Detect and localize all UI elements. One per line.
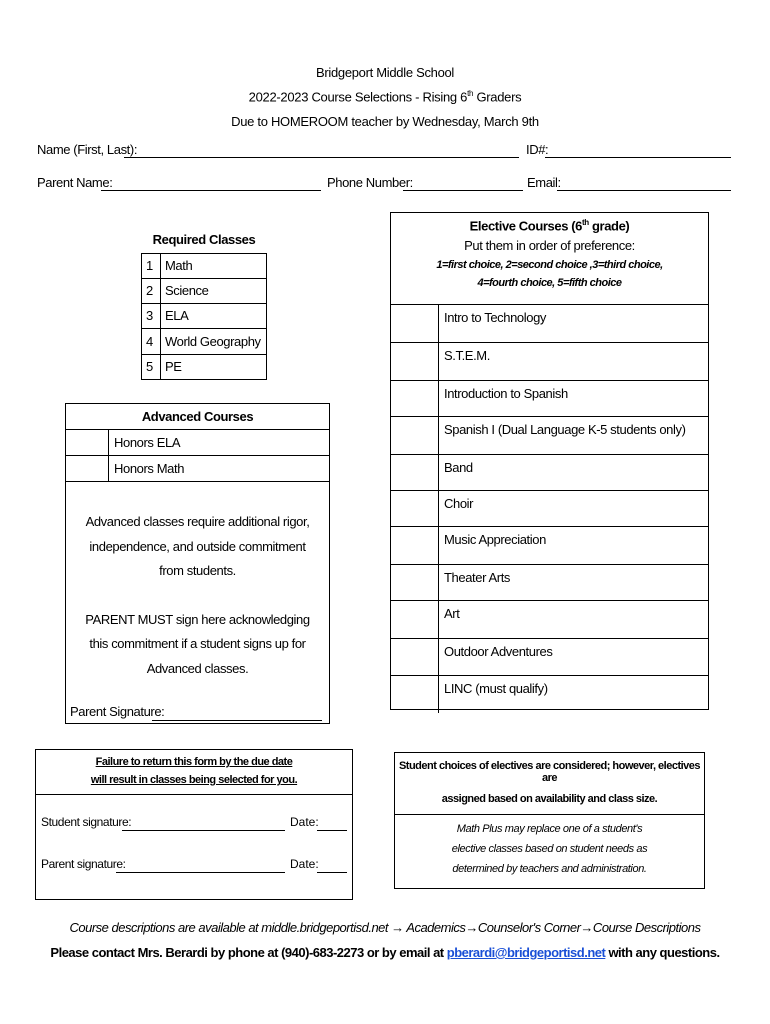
contact-text: Please contact Mrs. Berardi by phone at (940)-683-2273 or by email at [50, 945, 447, 960]
preference-rank-field[interactable] [391, 381, 439, 416]
failure-box [35, 749, 353, 900]
contact-text-end: with any questions. [605, 945, 720, 960]
required-classes-title: Required Classes [142, 227, 267, 253]
parent-date-label: Date: [290, 857, 319, 871]
advanced-courses-title: Advanced Courses [66, 404, 329, 430]
name-label: Name (First, Last): [37, 142, 138, 157]
course-selection-title: 2022-2023 Course Selections - Rising 6th Graders [248, 89, 522, 105]
choice-key-2: 4=fourth choice, 5=fifth choice [477, 277, 622, 290]
student-signature-field[interactable] [122, 830, 285, 831]
class-name: Science [161, 278, 267, 303]
preference-rank-field[interactable] [391, 639, 439, 675]
table-row [66, 456, 329, 482]
elective-name: Music Appreciation [444, 532, 546, 547]
table-row [142, 354, 267, 379]
preference-rank-field[interactable] [391, 455, 439, 490]
table-row [391, 343, 708, 381]
elective-name: Theater Arts [444, 570, 511, 585]
math-plus-note-3: determined by teachers and administration. [452, 863, 647, 875]
table-row [142, 303, 267, 328]
math-plus-note-1: Math Plus may replace one of a student's [456, 823, 643, 835]
elective-title: Elective Courses (6th grade) [469, 218, 630, 234]
elective-name: S.T.E.M. [444, 348, 490, 363]
course-descriptions-note: Course descriptions are available at middle.bridgeportisd.net → Academics→Counselor's Corner→Course Descriptions [69, 920, 701, 935]
contact-line [0, 945, 770, 960]
preference-rank-field[interactable] [391, 676, 439, 713]
name-field[interactable] [124, 157, 519, 158]
parent-signature-field[interactable] [152, 720, 322, 721]
elective-subtitle: Put them in order of preference: [464, 238, 635, 254]
choices-notice [395, 753, 704, 815]
school-name: Bridgeport Middle School [315, 65, 455, 80]
row-number: 1 [142, 253, 161, 278]
email-field[interactable] [557, 190, 731, 191]
preference-rank-field[interactable] [391, 305, 439, 342]
table-row [391, 381, 708, 417]
phone-field[interactable] [403, 190, 523, 191]
table-row [391, 417, 708, 455]
advanced-note: Advanced classes require additional rigor, independence, and outside commitment from students. [85, 514, 310, 578]
elective-choices-box [394, 752, 705, 889]
table-row [391, 565, 708, 601]
preference-rank-field[interactable] [391, 491, 439, 526]
preference-rank-field[interactable] [391, 343, 439, 380]
table-row [391, 639, 708, 676]
required-classes-table [141, 227, 267, 380]
table-row [142, 253, 267, 278]
parent-signature-field-2[interactable] [116, 872, 285, 873]
parent-signature-label-2: Parent signature: [41, 857, 126, 871]
parent-name-field[interactable] [101, 190, 321, 191]
honors-math-checkbox[interactable] [66, 456, 109, 481]
preference-rank-field[interactable] [391, 527, 439, 564]
parent-date-field[interactable] [317, 872, 347, 873]
failure-warning [36, 750, 352, 795]
course-name: Honors ELA [114, 435, 181, 450]
student-date-label: Date: [290, 815, 319, 829]
id-label: ID#: [526, 142, 549, 157]
failure-line-1: Failure to return this form by the due date [95, 756, 293, 768]
table-row [391, 527, 708, 565]
class-name: ELA [161, 303, 267, 328]
phone-label: Phone Number: [327, 175, 413, 190]
parent-must-sign-note: PARENT MUST sign here acknowledging this commitment if a student signs up for Advanced classes. [85, 611, 310, 676]
table-row [142, 328, 267, 354]
choices-line-2: assigned based on availability and class size. [441, 793, 658, 805]
choices-line-1: Student choices of electives are considered; however, electives are [398, 760, 701, 784]
choice-key-1: 1=first choice, 2=second choice ,3=third choice, [436, 259, 663, 272]
email-label: Email: [527, 175, 561, 190]
preference-rank-field[interactable] [391, 417, 439, 454]
advanced-courses-box [65, 403, 330, 724]
elective-name: Outdoor Adventures [444, 644, 553, 659]
id-field[interactable] [545, 157, 731, 158]
row-number: 5 [142, 354, 161, 379]
elective-name: Choir [444, 496, 474, 511]
table-row [391, 455, 708, 491]
elective-name: Intro to Technology [444, 310, 547, 325]
class-name: Math [161, 253, 267, 278]
parent-signature-label: Parent Signature: [70, 704, 165, 719]
elective-name: Art [444, 606, 460, 621]
course-name: Honors Math [114, 461, 185, 476]
table-row [66, 430, 329, 456]
table-row [391, 491, 708, 527]
elective-courses-box [390, 212, 709, 710]
math-plus-note-2: elective classes based on student needs as [451, 843, 648, 855]
row-number: 3 [142, 303, 161, 328]
elective-name: Introduction to Spanish [444, 386, 568, 401]
row-number: 4 [142, 328, 161, 354]
honors-ela-checkbox[interactable] [66, 430, 109, 455]
row-number: 2 [142, 278, 161, 303]
due-date-line: Due to HOMEROOM teacher by Wednesday, March 9th [231, 114, 539, 129]
table-row [142, 278, 267, 303]
class-name: World Geography [161, 328, 267, 354]
student-signature-label: Student signature: [41, 815, 132, 829]
elective-name: Spanish I (Dual Language K-5 students only) [444, 422, 686, 437]
failure-line-2: will result in classes being selected for you. [90, 774, 298, 786]
table-row [391, 305, 708, 343]
preference-rank-field[interactable] [391, 601, 439, 638]
elective-name: LINC (must qualify) [444, 681, 548, 696]
elective-name: Band [444, 460, 473, 475]
class-name: PE [161, 354, 267, 379]
student-date-field[interactable] [317, 830, 347, 831]
preference-rank-field[interactable] [391, 565, 439, 600]
elective-header [391, 213, 708, 305]
table-row [391, 676, 708, 713]
table-row [391, 601, 708, 639]
contact-email-link[interactable]: pberardi@bridgeportisd.net [446, 945, 606, 960]
parent-name-label: Parent Name: [37, 175, 113, 190]
